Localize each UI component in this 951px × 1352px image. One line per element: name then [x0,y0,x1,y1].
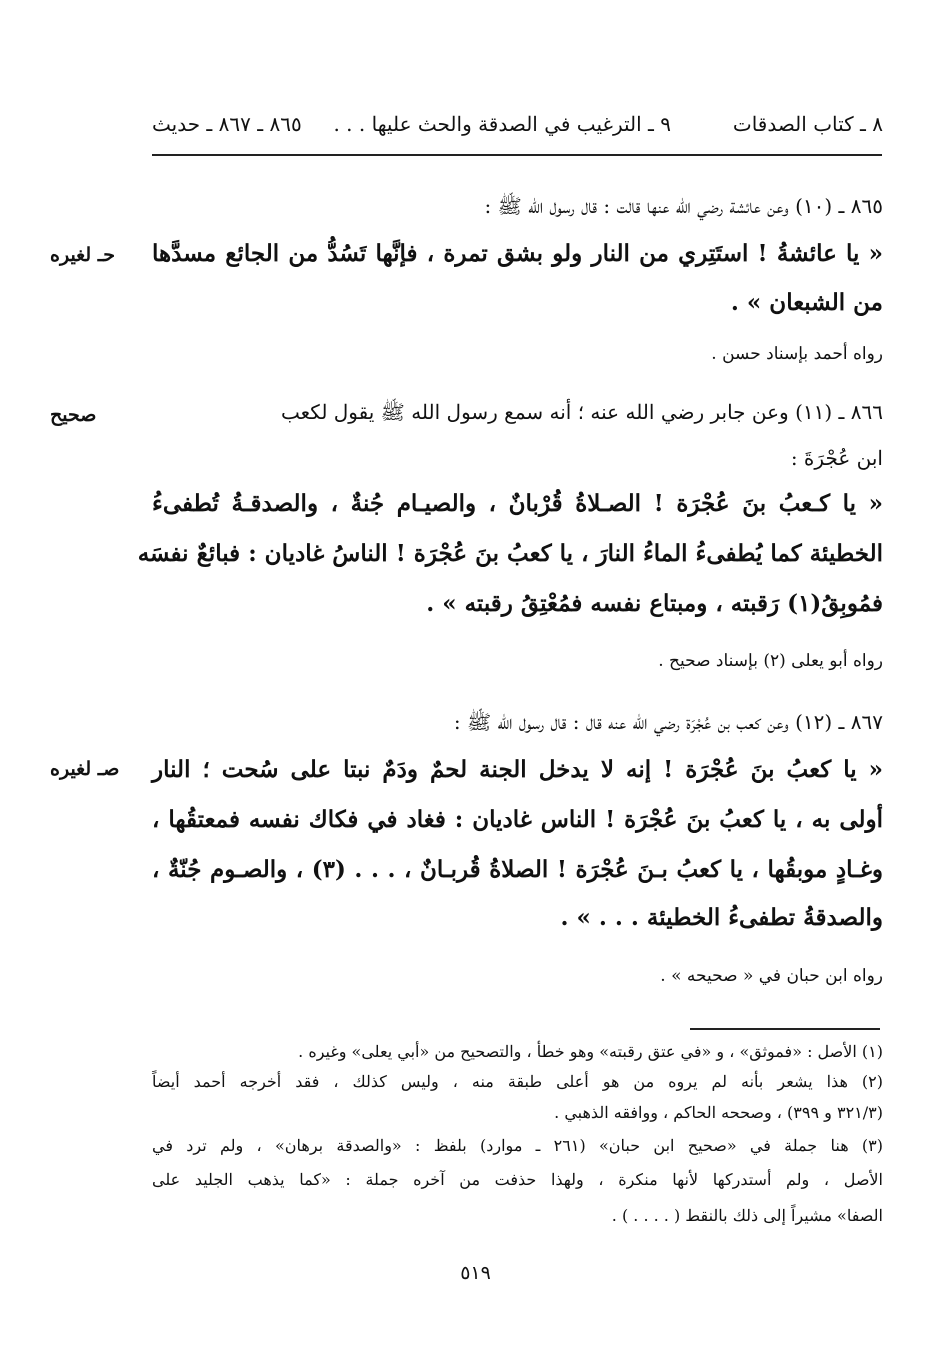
hadith-867-text-line: « يا كعبُ بنَ عُجْرَة ! إنه لا يدخل الجنة لحمٌ ودَمٌ نبتا على سُحت ؛ النار [152,756,883,783]
header-chapter-title: ٩ ـ الترغيب في الصدقة والحث عليها . . . [333,112,671,136]
hadith-866-intro-line: ابن عُجْرَةَ : [790,446,883,470]
hadith-866-grade: صحيح [50,404,97,426]
footnote-line: (٣) هنا جملة في «صحيح ابن حبان» (٢٦١ ـ موارد) بلفظ : «والصدقة برهان» ، ولم ترد في [152,1136,883,1155]
header-divider [152,154,882,156]
hadith-865-text-line: « يا عائشةُ ! استَتِري من النار ولو بشق تمرة ، فإنَّها تَسُدُّ من الجائع مسدَّها [152,240,883,267]
hadith-866-intro-line: ٨٦٦ ـ (١١) وعن جابر رضي الله عنه ؛ أنه سمع رسول الله ﷺ يقول لكعب [280,400,883,424]
hadith-867-text-line: والصدقةُ تطفىءُ الخطيئة . . . » . [560,904,883,931]
footnote-line: (٣٢١/٣ و ٣٩٩) ، وصححه الحاكم ، ووافقه الذهبي . [554,1103,883,1122]
hadith-865-text-line: من الشبعان » . [730,289,883,316]
hadith-867-grade: صـ لغيره [50,758,120,780]
page-number: ٥١٩ [460,1262,491,1284]
hadith-865-source: رواه أحمد بإسناد حسن . [711,344,883,364]
footnote-line: الصفا» مشيراً إلى ذلك بالنقط ( . . . . ) . [611,1206,883,1225]
hadith-865-intro: ٨٦٥ ـ (١٠) وعن عائشة رضي الله عنها قالت : قال رسول الله ﷺ : [484,194,883,218]
hadith-866-source: رواه أبو يعلى (٢) بإسناد صحيح . [658,651,883,671]
footnote-line: (٢) هذا يشعر بأنه لم يروه من هو أعلى طبقة منه ، وليس كذلك ، فقد أخرجه أحمد أيضاً [152,1072,883,1091]
hadith-865-grade: حـ لغيره [50,244,116,266]
footnote-line: (١) الأصل : «فموثق» ، و «في عتق رقبته» وهو خطأ ، والتصحيح من «أبي يعلى» وغيره . [298,1042,883,1061]
footnote-line: الأصل ، ولم أستدركها لأنها منكرة ، ولهذا حذفت من آخره جملة : «كما يذهب الجليد على [152,1170,883,1189]
footnote-divider [690,1028,880,1030]
header-hadith-range: ٨٦٥ ـ ٨٦٧ ـ حديث [152,112,302,136]
hadith-867-intro: ٨٦٧ ـ (١٢) وعن كعب بن عُجْرَة رضي الله عنه قال : قال رسول الله ﷺ : [453,710,883,734]
hadith-867-source: رواه ابن حبان في « صحيحه » . [660,966,883,986]
hadith-866-text-line: الخطيئة كما يُطفىءُ الماءُ النارَ ، يا كعبُ بنَ عُجْرَة ! الناسُ غاديان : فبائعٌ نفسَه [137,540,883,567]
hadith-866-text-line: « يا كـعبُ بنَ عُجْرَة ! الصـلاةُ قُرْبانٌ ، والصيـام جُنةٌ ، والصدقـةُ تُطفىءُ [152,490,883,517]
hadith-866-text-line: فمُوبِقُ(١) رَقبته ، ومبتاع نفسه فمُعْتِقُ رقبته » . [426,590,883,617]
hadith-867-text-line: أولى به ، يا كعبُ بنَ عُجْرَة ! الناس غاديان : فغاد في فكاك نفسه فمعتقُها ، [152,806,883,833]
hadith-867-text-line: وغـادٍ موبقُها ، يا كعبُ بـنَ عُجْرَة ! الصلاةُ قُربـانٌ ، . . . (٣) ، والصـوم جُنّةٌ ، [152,856,884,883]
header-book-title: ٨ ـ كتاب الصدقات [732,112,883,136]
